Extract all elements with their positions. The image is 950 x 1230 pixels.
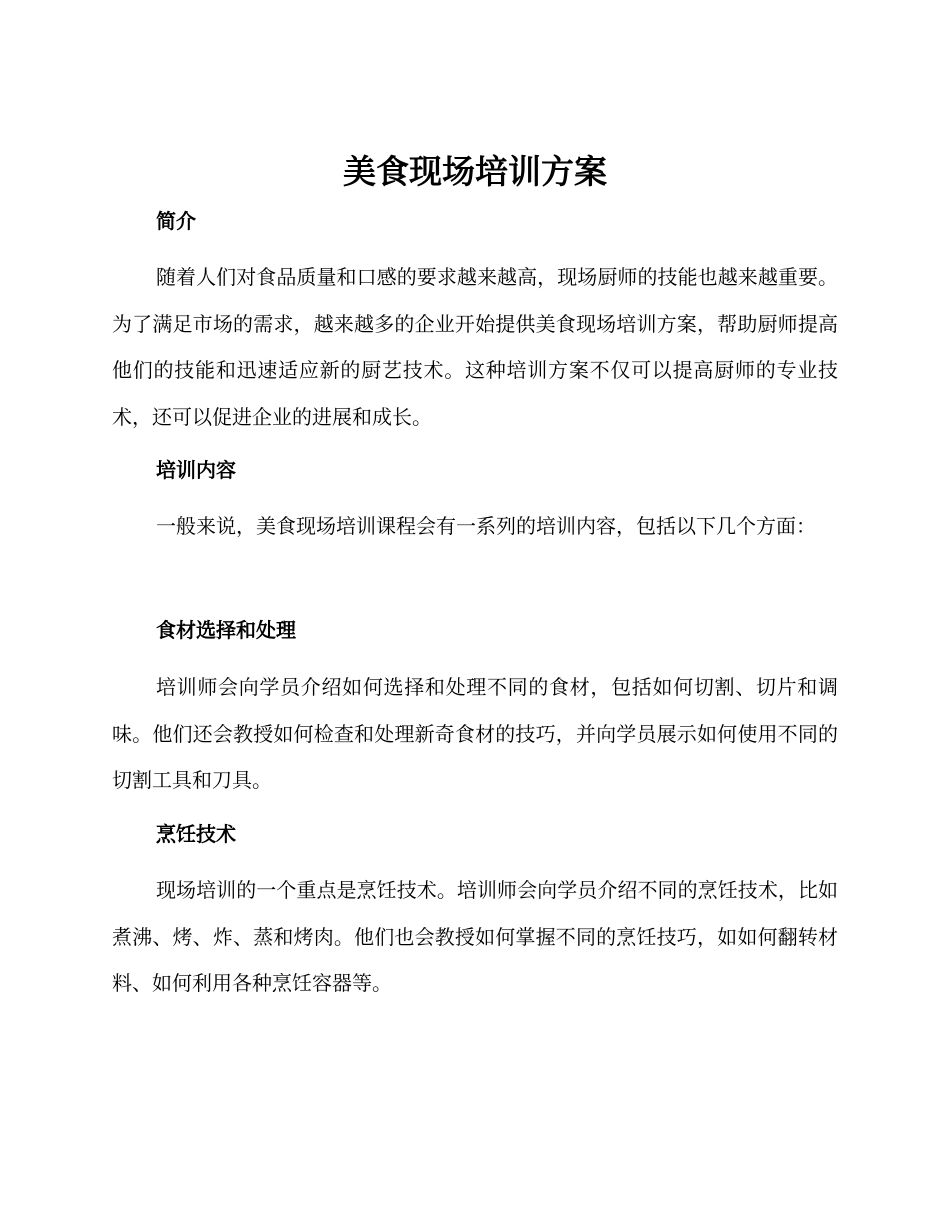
section-paragraph-cooking: 现场培训的一个重点是烹饪技术。培训师会向学员介绍不同的烹饪技术，比如煮沸、烤、炸、蒸和烤肉。他们也会教授如何掌握不同的烹饪技巧，如如何翻转材料、如何利用各种烹饪容器等。 [112,878,838,995]
section-heading-cooking: 烹饪技术 [156,822,236,846]
section-heading-ingredients: 食材选择和处理 [156,618,296,642]
document-title: 美食现场培训方案 [343,152,607,191]
section-paragraph-intro: 随着人们对食品质量和口感的要求越来越高，现场厨师的技能也越来越重要。为了满足市场的需求，越来越多的企业开始提供美食现场培训方案，帮助厨师提高他们的技能和迅速适应新的厨艺技术。这种培训方案不仅可以提高厨师的专业技术，还可以促进企业的进展和成长。 [112,265,838,429]
section-heading-content: 培训内容 [156,458,236,482]
section-paragraph-ingredients: 培训师会向学员介绍如何选择和处理不同的食材，包括如何切割、切片和调味。他们还会教授如何检查和处理新奇食材的技巧，并向学员展示如何使用不同的切割工具和刀具。 [112,675,838,792]
section-heading-intro: 简介 [156,209,196,233]
section-paragraph-content: 一般来说，美食现场培训课程会有一系列的培训内容，包括以下几个方面： [156,514,816,538]
